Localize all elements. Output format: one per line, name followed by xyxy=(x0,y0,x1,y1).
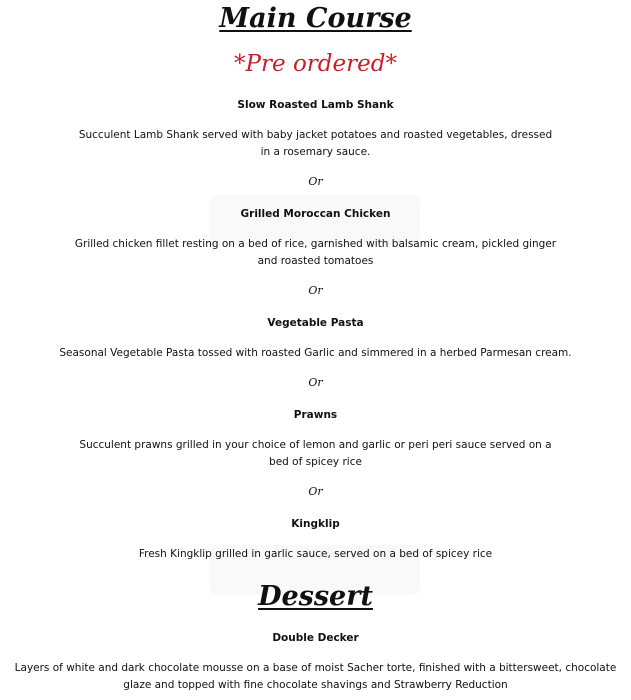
or-separator: Or xyxy=(308,284,323,297)
menu-item-description: Fresh Kingklip grilled in garlic sauce, served on a bed of spicey rice xyxy=(138,548,493,560)
or-separator: Or xyxy=(308,485,323,498)
menu-item-description: Grilled chicken fillet resting on a bed of rice, garnished with balsamic cream, pickled ginger and roasted tomatoes xyxy=(74,238,557,267)
or-separator: Or xyxy=(308,175,323,188)
menu-item-description: Succulent Lamb Shank served with baby jacket potatoes and roasted vegetables, dressed in a rosemary sauce. xyxy=(78,129,553,158)
or-separator: Or xyxy=(308,376,323,389)
menu-item-description: Seasonal Vegetable Pasta tossed with roasted Garlic and simmered in a herbed Parmesan cream. xyxy=(59,347,572,359)
menu-item-description: Succulent prawns grilled in your choice of lemon and garlic or peri peri sauce served on a bed of spicey rice xyxy=(79,439,552,468)
menu-item-name: Grilled Moroccan Chicken xyxy=(240,208,391,220)
menu-item-name: Kingklip xyxy=(291,518,340,530)
pre-ordered-note: *Pre ordered* xyxy=(234,51,397,77)
menu-item-name: Prawns xyxy=(293,409,338,421)
menu-item-name: Slow Roasted Lamb Shank xyxy=(237,99,394,111)
dessert-item-name: Double Decker xyxy=(272,632,359,644)
dessert-item-description: Layers of white and dark chocolate mousse on a base of moist Sacher torte, finished with a bittersweet, chocolate glaze and topped with fine chocolate shavings and Strawberry Reduction xyxy=(14,662,617,691)
dessert-title: Dessert xyxy=(258,581,373,612)
main-course-title: Main Course xyxy=(219,3,412,34)
menu-item-name: Vegetable Pasta xyxy=(267,317,364,329)
